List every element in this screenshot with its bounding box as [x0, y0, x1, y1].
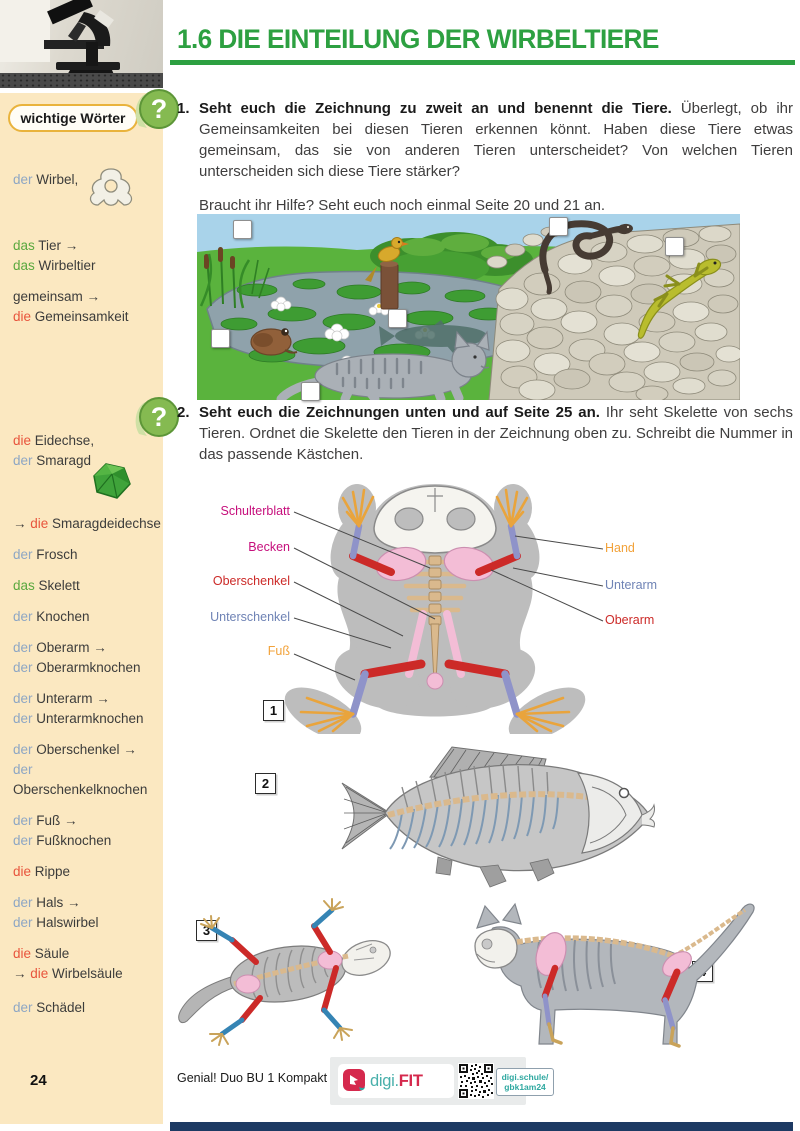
- vocab-entry: der Halswirbel: [13, 915, 99, 930]
- vocab-entry: der Unterarm →: [13, 691, 110, 706]
- vocab-entry: der Oberschenkel →: [13, 742, 137, 757]
- vocab-entry: der: [13, 762, 33, 777]
- answer-box-snake[interactable]: [549, 217, 568, 236]
- vocab-entry: → die Smaragdeidechse: [13, 516, 161, 531]
- pond-scene-figure: [197, 214, 740, 400]
- lizard-skeleton-drawing: [170, 898, 395, 1050]
- brand-digi-text: digi.: [370, 1071, 399, 1090]
- exercise-text: Seht euch die Zeichnung zu zweit an und benennt die Tiere. Überlegt, ob ihr Gemeinsamkeiten bei diesen Tieren erkennen könnt. Haben diese Tiere etwas gemeinsam, das sie von anderen Tieren unterscheidet? Von welchen Tieren unterscheiden sich diese Tiere stärker?: [199, 100, 793, 180]
- svg-text:?: ?: [150, 94, 168, 124]
- answer-box-bird[interactable]: [233, 220, 252, 239]
- vocab-entry: die Gemeinsamkeit: [13, 309, 129, 324]
- vertebra-icon: [88, 166, 134, 210]
- microscope-photo: [0, 0, 163, 88]
- exercise-hint: Braucht ihr Hilfe? Seht euch noch einmal Seite 20 und 21 an.: [199, 197, 606, 214]
- label-unterarm: Unterarm: [605, 578, 658, 592]
- vocab-entry: der Schädel: [13, 1000, 86, 1015]
- qr-url-line2: gbk1am24: [504, 1082, 546, 1092]
- vocab-entry: das Wirbeltier: [13, 258, 96, 273]
- vocab-entry: → die Wirbelsäule: [13, 966, 123, 981]
- vocab-entry: der Smaragd: [13, 453, 92, 468]
- vocab-entry: die Säule: [13, 946, 70, 961]
- vocab-entry: der Hals →: [13, 895, 81, 910]
- qr-url-label: [496, 1068, 554, 1096]
- figure-number-lizard: 3: [196, 920, 217, 941]
- vocab-entry: der Fußknochen: [13, 833, 112, 848]
- vocab-entry: der Oberarmknochen: [13, 660, 141, 675]
- cat-skeleton-drawing: [455, 898, 767, 1055]
- question-icon: [133, 394, 179, 442]
- qr-code: [458, 1063, 494, 1099]
- vocab-entry: der Unterarmknochen: [13, 711, 144, 726]
- brand-fit-text: FIT: [398, 1071, 423, 1090]
- vocab-list: [13, 170, 159, 1018]
- exercise-2: [177, 402, 793, 465]
- answer-box-lizard[interactable]: [665, 237, 684, 256]
- vocab-entry: der Knochen: [13, 609, 90, 624]
- vocab-entry: der Fuß →: [13, 813, 78, 828]
- figure-number-frog: 1: [263, 700, 284, 721]
- emerald-icon: [90, 462, 132, 500]
- label-oberschenkel: Oberschenkel: [212, 574, 290, 588]
- vocab-entry: das Skelett: [13, 578, 80, 593]
- answer-box-fish[interactable]: [388, 309, 407, 328]
- vocab-entry: die Rippe: [13, 864, 71, 879]
- exercise-text: Seht euch die Zeichnungen unten und auf Seite 25 an. Ihr seht Skelette von sechs Tieren. Ordnet die Skelette den Tieren in der Zeichnung oben zu. Schreibt die Nummer in das passende Kästchen.: [199, 404, 793, 463]
- page-bottom-bar: [170, 1122, 793, 1131]
- digi-fit-box: [330, 1057, 549, 1105]
- vocab-sidebar: [0, 93, 163, 1124]
- digi-fit-glyph-icon: [343, 1069, 367, 1093]
- cat-skeleton-figure: [455, 898, 767, 1055]
- vocab-entry: der Oberarm →: [13, 640, 107, 655]
- label-fuss: Fuß: [267, 644, 290, 658]
- exercise-number: 2.: [177, 404, 190, 421]
- vocab-entry: Oberschenkelknochen: [13, 782, 148, 797]
- book-series-label: Genial! Duo BU 1 Kompakt: [177, 1071, 328, 1085]
- fish-skeleton-figure: [330, 743, 660, 895]
- figure-number-fish: 2: [255, 773, 276, 794]
- svg-text:?: ?: [150, 402, 168, 432]
- page-number: 24: [30, 1072, 47, 1089]
- vocab-entry: das Tier →: [13, 238, 79, 253]
- exercise-number: 1.: [177, 100, 190, 117]
- label-unterschenkel: Unterschenkel: [210, 610, 290, 624]
- label-becken: Becken: [248, 540, 290, 554]
- exercise-1: [177, 98, 793, 216]
- answer-box-cat[interactable]: [301, 382, 320, 401]
- label-hand: Hand: [605, 541, 635, 555]
- vocab-entry: der Frosch: [13, 547, 78, 562]
- answer-box-frog[interactable]: [211, 329, 230, 348]
- digi-fit-logo: [338, 1064, 454, 1098]
- vocab-entry: gemeinsam →: [13, 289, 101, 304]
- label-oberarm: Oberarm: [605, 613, 655, 627]
- label-schulterblatt: Schulterblatt: [220, 504, 290, 518]
- lizard-skeleton-figure: [170, 898, 395, 1050]
- important-words-badge: wichtige Wörter: [8, 104, 138, 132]
- fish-skeleton-drawing: [330, 743, 660, 895]
- page-title: 1.6 DIE EINTEILUNG DER WIRBELTIERE: [177, 24, 659, 54]
- vocab-entry: der Wirbel,: [13, 172, 79, 187]
- vocab-entry: die Eidechse,: [13, 433, 95, 448]
- title-underline: [170, 60, 795, 65]
- stone-wall: [487, 224, 740, 400]
- pond-scene-drawing: [197, 214, 740, 400]
- question-icon: [133, 86, 179, 134]
- qr-url-line1: digi.schule/: [501, 1072, 549, 1082]
